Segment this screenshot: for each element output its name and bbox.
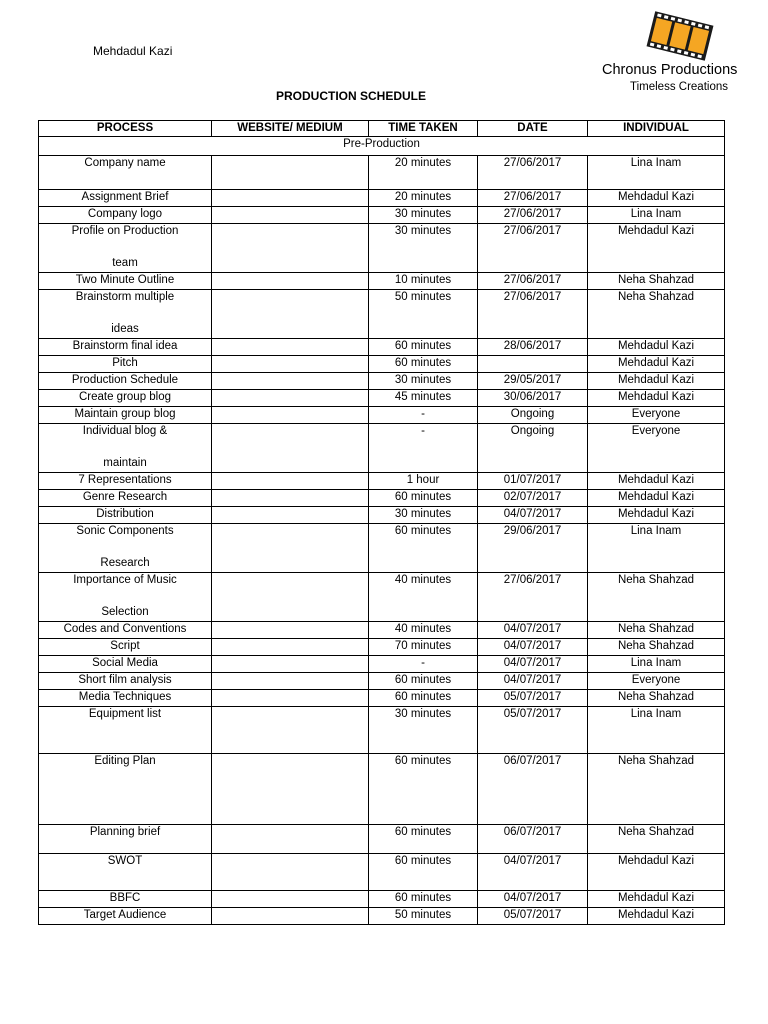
medium-cell xyxy=(212,507,369,524)
date-cell: 04/07/2017 xyxy=(478,622,588,639)
medium-cell xyxy=(212,673,369,690)
date-cell: 04/07/2017 xyxy=(478,854,588,891)
process-cell xyxy=(39,639,212,656)
time-cell: 60 minutes xyxy=(369,825,478,854)
process-text: Distribution xyxy=(96,508,154,520)
medium-cell xyxy=(212,754,369,825)
document-title: PRODUCTION SCHEDULE xyxy=(275,89,426,103)
time-cell: 60 minutes xyxy=(369,754,478,825)
process-text-continued: Selection xyxy=(101,606,149,618)
process-text-continued: Research xyxy=(100,557,150,569)
medium-cell xyxy=(212,224,369,273)
date-cell: 27/06/2017 xyxy=(478,290,588,339)
process-cell xyxy=(39,690,212,707)
table-row xyxy=(39,424,725,473)
time-cell: 45 minutes xyxy=(369,390,478,407)
table-row xyxy=(39,224,725,273)
brand-name: Chronus Productions xyxy=(602,62,738,78)
time-cell: 60 minutes xyxy=(369,690,478,707)
table-row xyxy=(39,622,725,639)
date-cell: 06/07/2017 xyxy=(478,825,588,854)
medium-cell xyxy=(212,339,369,356)
table-row xyxy=(39,524,725,573)
table-row xyxy=(39,490,725,507)
medium-cell xyxy=(212,490,369,507)
column-header-medium: WEBSITE/ MEDIUM xyxy=(212,121,369,137)
process-text: Profile on Production xyxy=(71,225,179,237)
medium-cell xyxy=(212,473,369,490)
time-cell: 20 minutes xyxy=(369,156,478,190)
process-text: Planning brief xyxy=(89,826,161,838)
individual-cell: Neha Shahzad xyxy=(588,754,725,825)
table-row xyxy=(39,190,725,207)
date-cell: 06/07/2017 xyxy=(478,754,588,825)
table-row xyxy=(39,754,725,825)
process-cell xyxy=(39,673,212,690)
individual-cell: Neha Shahzad xyxy=(588,639,725,656)
table-row xyxy=(39,690,725,707)
medium-cell xyxy=(212,156,369,190)
table-row xyxy=(39,656,725,673)
individual-cell: Lina Inam xyxy=(588,156,725,190)
individual-cell: Lina Inam xyxy=(588,207,725,224)
time-cell: 60 minutes xyxy=(369,490,478,507)
medium-cell xyxy=(212,891,369,908)
process-text: SWOT xyxy=(107,855,143,867)
medium-cell xyxy=(212,622,369,639)
brand-tagline: Timeless Creations xyxy=(630,81,728,93)
time-cell: 30 minutes xyxy=(369,507,478,524)
time-cell: - xyxy=(369,407,478,424)
process-cell xyxy=(39,507,212,524)
date-cell: Ongoing xyxy=(478,424,588,473)
process-text: Importance of Music xyxy=(73,574,177,586)
table-row xyxy=(39,356,725,373)
time-cell: 30 minutes xyxy=(369,224,478,273)
medium-cell xyxy=(212,190,369,207)
date-cell: 29/06/2017 xyxy=(478,524,588,573)
process-cell xyxy=(39,156,212,190)
process-cell xyxy=(39,356,212,373)
medium-cell xyxy=(212,290,369,339)
process-text: Sonic Components xyxy=(76,525,174,537)
individual-cell: Neha Shahzad xyxy=(588,825,725,854)
time-cell: 40 minutes xyxy=(369,573,478,622)
process-cell xyxy=(39,407,212,424)
process-cell xyxy=(39,373,212,390)
date-cell: 27/06/2017 xyxy=(478,573,588,622)
time-cell: 40 minutes xyxy=(369,622,478,639)
process-text: Individual blog & xyxy=(82,425,168,437)
time-cell: 1 hour xyxy=(369,473,478,490)
date-cell: 04/07/2017 xyxy=(478,507,588,524)
process-cell xyxy=(39,573,212,622)
date-cell: 27/06/2017 xyxy=(478,190,588,207)
individual-cell: Mehdadul Kazi xyxy=(588,390,725,407)
table-row xyxy=(39,639,725,656)
individual-cell: Mehdadul Kazi xyxy=(588,507,725,524)
medium-cell xyxy=(212,639,369,656)
medium-cell xyxy=(212,390,369,407)
table-row xyxy=(39,908,725,925)
process-text: Create group blog xyxy=(78,391,172,403)
date-cell: 04/07/2017 xyxy=(478,673,588,690)
process-text-continued: ideas xyxy=(111,323,139,335)
production-schedule-table xyxy=(38,120,725,925)
table-row xyxy=(39,507,725,524)
time-cell: 30 minutes xyxy=(369,207,478,224)
medium-cell xyxy=(212,573,369,622)
process-cell xyxy=(39,190,212,207)
time-cell: 60 minutes xyxy=(369,524,478,573)
time-cell: 30 minutes xyxy=(369,373,478,390)
process-cell xyxy=(39,424,212,473)
time-cell: 60 minutes xyxy=(369,854,478,891)
process-text: Equipment list xyxy=(88,708,162,720)
column-header-time: TIME TAKEN xyxy=(369,121,478,137)
individual-cell: Mehdadul Kazi xyxy=(588,908,725,925)
medium-cell xyxy=(212,908,369,925)
individual-cell: Mehdadul Kazi xyxy=(588,854,725,891)
process-cell xyxy=(39,290,212,339)
individual-cell: Mehdadul Kazi xyxy=(588,224,725,273)
process-cell xyxy=(39,622,212,639)
process-text: Short film analysis xyxy=(78,674,172,686)
time-cell: 60 minutes xyxy=(369,891,478,908)
process-text-continued: maintain xyxy=(103,457,147,469)
date-cell: 05/07/2017 xyxy=(478,908,588,925)
process-cell xyxy=(39,908,212,925)
individual-cell: Neha Shahzad xyxy=(588,273,725,290)
section-label: Pre-Production xyxy=(39,137,725,156)
date-cell: 27/06/2017 xyxy=(478,207,588,224)
individual-cell: Mehdadul Kazi xyxy=(588,373,725,390)
process-cell xyxy=(39,524,212,573)
individual-cell: Mehdadul Kazi xyxy=(588,356,725,373)
individual-cell: Mehdadul Kazi xyxy=(588,339,725,356)
process-cell xyxy=(39,490,212,507)
process-cell xyxy=(39,473,212,490)
individual-cell: Neha Shahzad xyxy=(588,573,725,622)
time-cell: 70 minutes xyxy=(369,639,478,656)
process-text: Editing Plan xyxy=(94,755,156,767)
table-row xyxy=(39,156,725,190)
table-row xyxy=(39,273,725,290)
individual-cell: Lina Inam xyxy=(588,656,725,673)
column-header-process: PROCESS xyxy=(39,121,212,137)
medium-cell xyxy=(212,854,369,891)
date-cell: 05/07/2017 xyxy=(478,690,588,707)
process-cell xyxy=(39,207,212,224)
date-cell xyxy=(478,356,588,373)
date-cell: 28/06/2017 xyxy=(478,339,588,356)
date-cell: Ongoing xyxy=(478,407,588,424)
individual-cell: Everyone xyxy=(588,424,725,473)
individual-cell: Neha Shahzad xyxy=(588,690,725,707)
time-cell: - xyxy=(369,656,478,673)
medium-cell xyxy=(212,524,369,573)
individual-cell: Lina Inam xyxy=(588,524,725,573)
process-text: Social Media xyxy=(92,657,158,669)
table-row xyxy=(39,825,725,854)
individual-cell: Neha Shahzad xyxy=(588,290,725,339)
individual-cell: Neha Shahzad xyxy=(588,622,725,639)
medium-cell xyxy=(212,707,369,754)
time-cell: 60 minutes xyxy=(369,356,478,373)
individual-cell: Mehdadul Kazi xyxy=(588,891,725,908)
medium-cell xyxy=(212,424,369,473)
individual-cell: Everyone xyxy=(588,407,725,424)
table-row xyxy=(39,339,725,356)
time-cell: - xyxy=(369,424,478,473)
date-cell: 27/06/2017 xyxy=(478,224,588,273)
time-cell: 30 minutes xyxy=(369,707,478,754)
medium-cell xyxy=(212,825,369,854)
process-text: Company name xyxy=(84,157,166,169)
process-cell xyxy=(39,854,212,891)
process-cell xyxy=(39,825,212,854)
process-cell xyxy=(39,390,212,407)
medium-cell xyxy=(212,273,369,290)
process-cell xyxy=(39,707,212,754)
author-name: Mehdadul Kazi xyxy=(93,44,173,58)
process-text: Target Audience xyxy=(83,909,167,921)
table-row xyxy=(39,891,725,908)
medium-cell xyxy=(212,407,369,424)
table-row xyxy=(39,854,725,891)
process-text: Maintain group blog xyxy=(74,408,176,420)
process-cell xyxy=(39,891,212,908)
time-cell: 50 minutes xyxy=(369,290,478,339)
process-text: Production Schedule xyxy=(71,374,179,386)
individual-cell: Mehdadul Kazi xyxy=(588,490,725,507)
column-header-individual: INDIVIDUAL xyxy=(588,121,725,137)
time-cell: 60 minutes xyxy=(369,673,478,690)
medium-cell xyxy=(212,207,369,224)
process-text: Genre Research xyxy=(82,491,168,503)
company-logo xyxy=(600,8,760,98)
individual-cell: Mehdadul Kazi xyxy=(588,190,725,207)
date-cell: 04/07/2017 xyxy=(478,639,588,656)
table-row xyxy=(39,407,725,424)
process-text: 7 Representations xyxy=(78,474,172,486)
process-text: Brainstorm final idea xyxy=(72,340,178,352)
process-cell xyxy=(39,339,212,356)
date-cell: 27/06/2017 xyxy=(478,273,588,290)
time-cell: 60 minutes xyxy=(369,339,478,356)
date-cell: 05/07/2017 xyxy=(478,707,588,754)
table-row xyxy=(39,390,725,407)
table-header-row xyxy=(39,121,725,137)
date-cell: 04/07/2017 xyxy=(478,891,588,908)
process-text: Brainstorm multiple xyxy=(75,291,175,303)
individual-cell: Lina Inam xyxy=(588,707,725,754)
date-cell: 30/06/2017 xyxy=(478,390,588,407)
film-strip-icon xyxy=(642,8,718,64)
process-text: Assignment Brief xyxy=(81,191,169,203)
section-row xyxy=(39,137,725,156)
process-cell xyxy=(39,754,212,825)
medium-cell xyxy=(212,356,369,373)
process-text: Two Minute Outline xyxy=(75,274,175,286)
process-text: Codes and Conventions xyxy=(63,623,187,635)
date-cell: 02/07/2017 xyxy=(478,490,588,507)
table-row xyxy=(39,573,725,622)
process-text: Pitch xyxy=(112,357,138,369)
table-row xyxy=(39,290,725,339)
date-cell: 01/07/2017 xyxy=(478,473,588,490)
date-cell: 27/06/2017 xyxy=(478,156,588,190)
process-cell xyxy=(39,656,212,673)
time-cell: 20 minutes xyxy=(369,190,478,207)
individual-cell: Everyone xyxy=(588,673,725,690)
process-text: BBFC xyxy=(109,892,141,904)
process-text: Script xyxy=(110,640,140,652)
process-text: Media Techniques xyxy=(78,691,172,703)
table-row xyxy=(39,473,725,490)
time-cell: 10 minutes xyxy=(369,273,478,290)
date-cell: 04/07/2017 xyxy=(478,656,588,673)
process-text-continued: team xyxy=(112,257,138,269)
table-row xyxy=(39,373,725,390)
table-row xyxy=(39,707,725,754)
process-cell xyxy=(39,224,212,273)
process-cell xyxy=(39,273,212,290)
table-row xyxy=(39,207,725,224)
individual-cell: Mehdadul Kazi xyxy=(588,473,725,490)
table-row xyxy=(39,673,725,690)
medium-cell xyxy=(212,656,369,673)
time-cell: 50 minutes xyxy=(369,908,478,925)
column-header-date: DATE xyxy=(478,121,588,137)
process-text: Company logo xyxy=(87,208,163,220)
medium-cell xyxy=(212,373,369,390)
medium-cell xyxy=(212,690,369,707)
date-cell: 29/05/2017 xyxy=(478,373,588,390)
